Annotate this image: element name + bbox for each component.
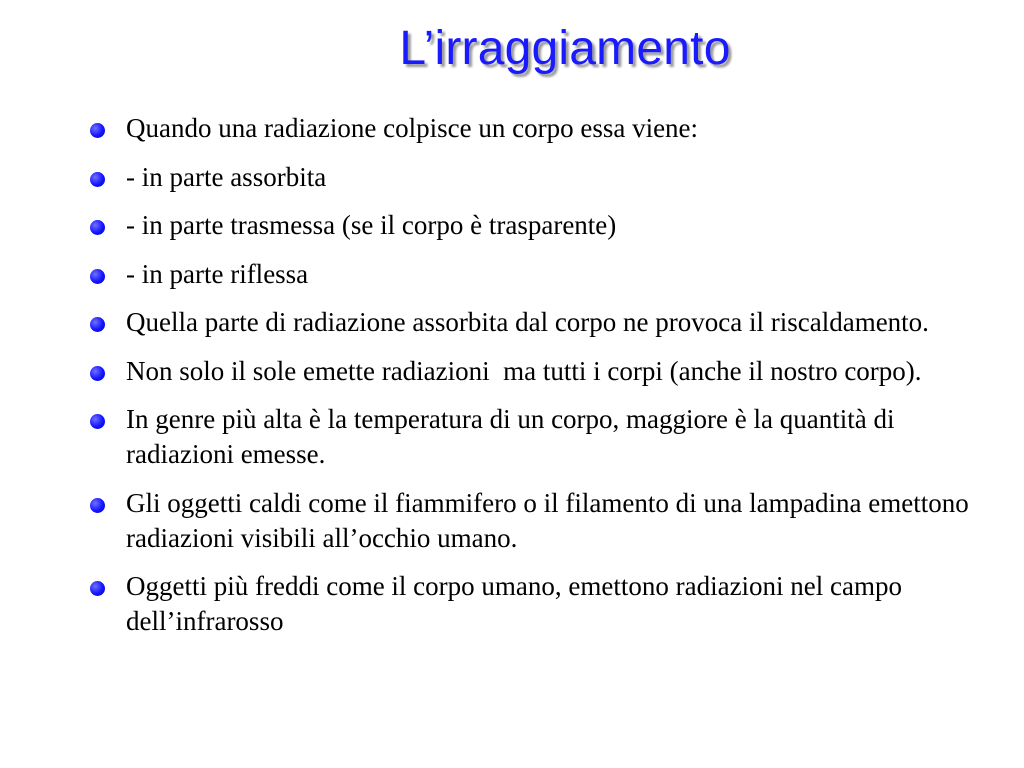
bullet-text: Oggetti più freddi come il corpo umano, emettono radiazioni nel campo dell’infrarosso xyxy=(126,571,909,636)
bullet-dot-icon xyxy=(90,123,105,138)
bullet-text: Quella parte di radiazione assorbita dal corpo ne provoca il riscaldamento. xyxy=(126,307,929,337)
bullet-text: Non solo il sole emette radiazioni ma tutti i corpi (anche il nostro corpo). xyxy=(126,355,922,386)
bullet-item xyxy=(88,160,988,195)
bullet-dot-icon xyxy=(90,498,105,513)
bullet-text: - in parte assorbita xyxy=(126,161,327,192)
bullet-item xyxy=(88,402,988,472)
bullet-text: - in parte trasmessa (se il corpo è trasparente) xyxy=(126,210,617,240)
bullet-list xyxy=(88,111,988,653)
bullet-item xyxy=(88,111,988,146)
bullet-item xyxy=(88,257,988,292)
bullet-dot-icon xyxy=(90,220,105,235)
bullet-dot-icon xyxy=(90,269,105,284)
bullet-dot-icon xyxy=(90,581,105,596)
bullet-text: In genre più alta è la temperatura di un corpo, maggiore è la quantità di radiazioni emesse. xyxy=(126,404,902,469)
bullet-dot-icon xyxy=(90,172,105,187)
bullet-item xyxy=(88,354,988,389)
bullet-item xyxy=(88,305,988,340)
bullet-item xyxy=(88,208,988,243)
bullet-text: Gli oggetti caldi come il fiammifero o il filamento di una lampadina emettono radiazioni visibili all’occhio umano. xyxy=(126,487,976,553)
bullet-dot-icon xyxy=(90,366,105,381)
bullet-dot-icon xyxy=(90,317,105,332)
slide-title: L’irraggiamento xyxy=(399,22,731,75)
bullet-text: - in parte riflessa xyxy=(126,258,309,289)
bullet-item xyxy=(88,486,988,556)
bullet-dot-icon xyxy=(90,414,105,429)
bullet-item xyxy=(88,569,988,639)
bullet-text: Quando una radiazione colpisce un corpo essa viene: xyxy=(126,113,699,143)
